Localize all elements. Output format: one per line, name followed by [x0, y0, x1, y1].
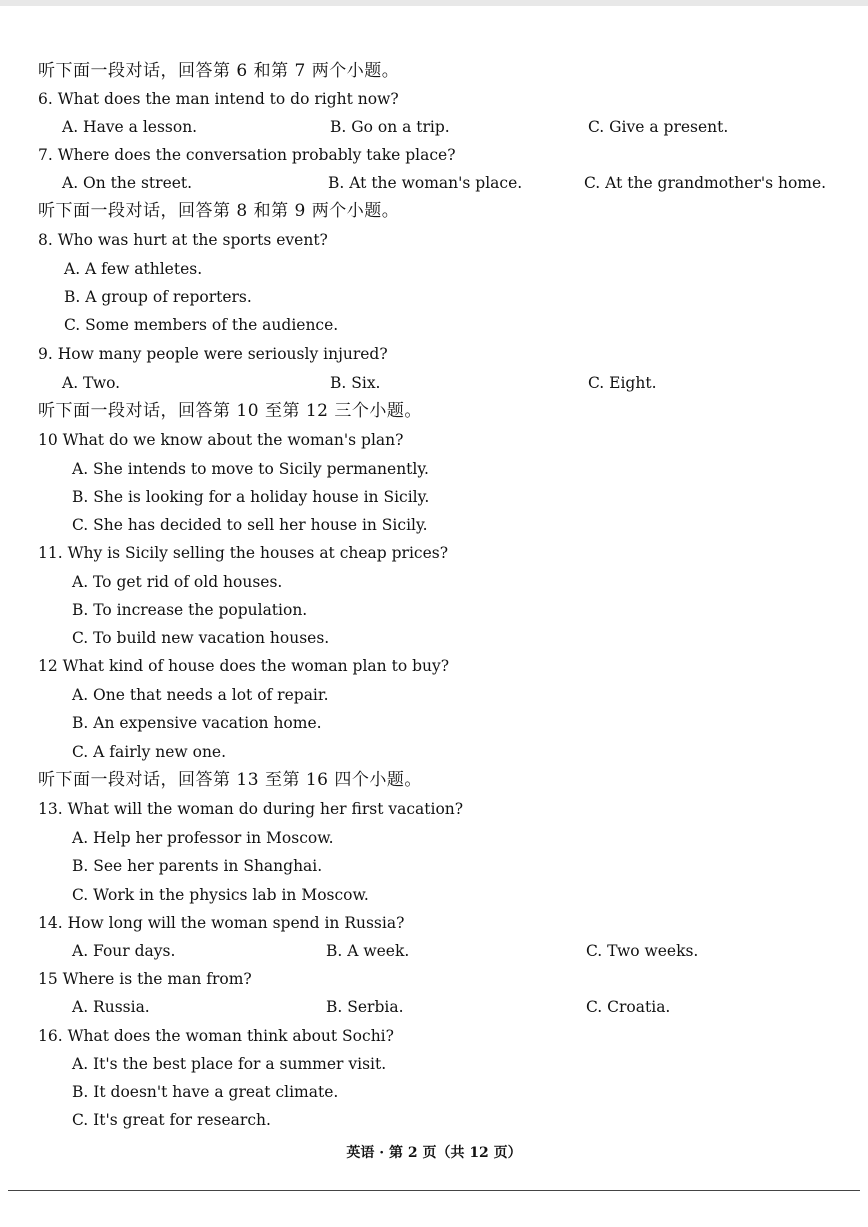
option-c[interactable]: C. To build new vacation houses. — [72, 629, 330, 647]
question-6: 6. What does the man intend to do right now? — [38, 90, 399, 108]
option-b[interactable]: B. See her parents in Shanghai. — [72, 857, 323, 875]
option-b[interactable]: B. Serbia. — [326, 998, 404, 1016]
option-a[interactable]: A. It's the best place for a summer visit. — [72, 1055, 387, 1073]
option-c[interactable]: C. Eight. — [588, 374, 657, 392]
page-footer: 英语 · 第 2 页（共 12 页） — [346, 1145, 522, 1161]
option-c[interactable]: C. At the grandmother's home. — [584, 174, 827, 192]
question-6-options — [0, 114, 868, 140]
question-7: 7. Where does the conversation probably take place? — [38, 146, 456, 164]
option-b[interactable]: B. Six. — [330, 374, 381, 392]
question-8: 8. Who was hurt at the sports event? — [38, 231, 328, 249]
option-b[interactable]: B. A week. — [326, 942, 410, 960]
option-a[interactable]: A. Have a lesson. — [62, 118, 198, 136]
option-b[interactable]: B. She is looking for a holiday house in Sicily. — [72, 488, 430, 506]
question-16: 16. What does the woman think about Sochi? — [38, 1027, 394, 1045]
question-15-options — [0, 994, 868, 1020]
option-b[interactable]: B. Go on a trip. — [330, 118, 450, 136]
option-b[interactable]: B. It doesn't have a great climate. — [72, 1083, 339, 1101]
option-c[interactable]: C. Give a present. — [588, 118, 729, 136]
question-7-options — [0, 170, 868, 196]
option-a[interactable]: A. Four days. — [72, 942, 176, 960]
option-c[interactable]: C. Work in the physics lab in Moscow. — [72, 886, 369, 904]
option-c[interactable]: C. Some members of the audience. — [64, 316, 339, 334]
question-12: 12 What kind of house does the woman plan to buy? — [38, 657, 450, 675]
option-a[interactable]: A. Help her professor in Moscow. — [72, 829, 334, 847]
bottom-divider — [8, 1190, 860, 1191]
question-15: 15 Where is the man from? — [38, 970, 252, 988]
question-9-options — [0, 370, 868, 396]
option-b[interactable]: B. At the woman's place. — [328, 174, 523, 192]
option-a[interactable]: A. One that needs a lot of repair. — [72, 686, 329, 704]
option-a[interactable]: A. Two. — [62, 374, 121, 392]
section-heading: 听下面一段对话，回答第 13 至第 16 四个小题。 — [38, 770, 422, 790]
question-10: 10 What do we know about the woman's plan? — [38, 431, 404, 449]
question-9: 9. How many people were seriously injured? — [38, 345, 388, 363]
question-13: 13. What will the woman do during her first vacation? — [38, 800, 464, 818]
option-a[interactable]: A. She intends to move to Sicily permanently. — [72, 460, 429, 478]
question-11: 11. Why is Sicily selling the houses at cheap prices? — [38, 544, 449, 562]
option-c[interactable]: C. Two weeks. — [586, 942, 699, 960]
section-heading: 听下面一段对话，回答第 6 和第 7 两个小题。 — [38, 61, 400, 81]
section-heading: 听下面一段对话，回答第 8 和第 9 两个小题。 — [38, 201, 400, 221]
option-a[interactable]: A. A few athletes. — [64, 260, 203, 278]
question-14: 14. How long will the woman spend in Russia? — [38, 914, 405, 932]
option-b[interactable]: B. A group of reporters. — [64, 288, 252, 306]
question-14-options — [0, 938, 868, 964]
option-a[interactable]: A. To get rid of old houses. — [72, 573, 283, 591]
option-c[interactable]: C. A fairly new one. — [72, 743, 227, 761]
option-b[interactable]: B. To increase the population. — [72, 601, 308, 619]
option-c[interactable]: C. Croatia. — [586, 998, 671, 1016]
option-c[interactable]: C. She has decided to sell her house in Sicily. — [72, 516, 428, 534]
option-c[interactable]: C. It's great for research. — [72, 1111, 271, 1129]
option-a[interactable]: A. On the street. — [62, 174, 193, 192]
section-heading: 听下面一段对话，回答第 10 至第 12 三个小题。 — [38, 401, 422, 421]
option-a[interactable]: A. Russia. — [72, 998, 150, 1016]
option-b[interactable]: B. An expensive vacation home. — [72, 714, 322, 732]
